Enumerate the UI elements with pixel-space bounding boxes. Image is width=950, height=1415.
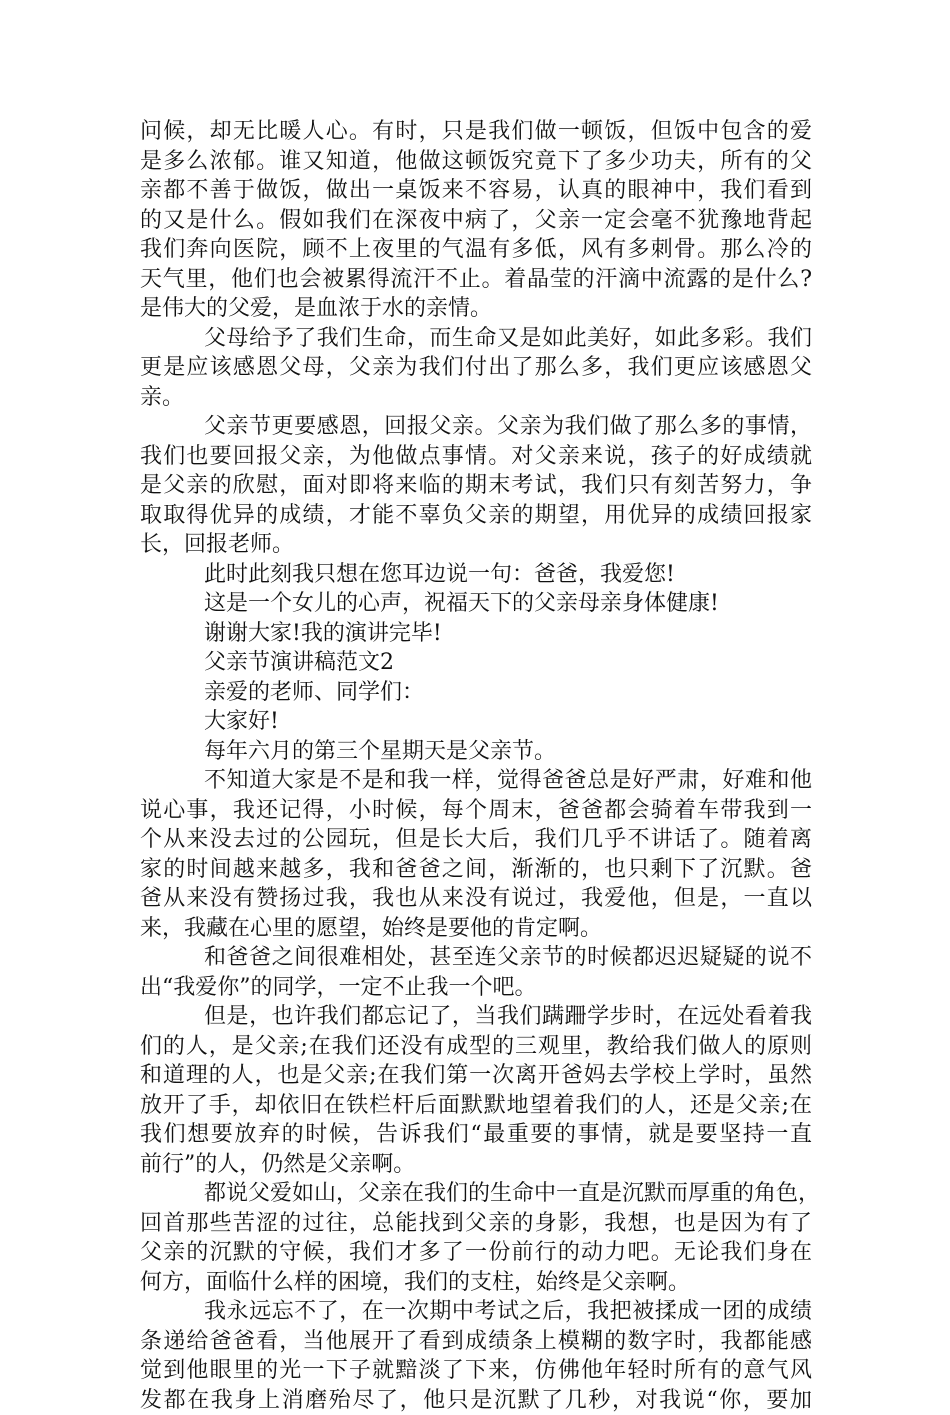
text-line: 我永远忘不了，在一次期中考试之后，我把被揉成一团的成绩 [140, 1297, 812, 1327]
text-line: 我们想要放弃的时候，告诉我们“最重要的事情，就是要坚持一直 [140, 1120, 812, 1150]
text-line: 不知道大家是不是和我一样，觉得爸爸总是好严肃，好难和他 [140, 766, 812, 796]
text-line: 个从来没去过的公园玩，但是长大后，我们几乎不讲话了。随着离 [140, 825, 812, 855]
text-line: 问候，却无比暖人心。有时，只是我们做一顿饭，但饭中包含的爱 [140, 117, 812, 147]
body-text [140, 117, 812, 1415]
text-line: 爸从来没有赞扬过我，我也从来没有说过，我爱他，但是，一直以 [140, 884, 812, 914]
text-line: 何方，面临什么样的困境，我们的支柱，始终是父亲啊。 [140, 1268, 812, 1298]
text-line: 亲爱的老师、同学们： [140, 678, 812, 708]
text-line: 说心事，我还记得，小时候，每个周末，爸爸都会骑着车带我到一 [140, 796, 812, 826]
text-line: 觉到他眼里的光一下子就黯淡了下来，仿佛他年轻时所有的意气风 [140, 1356, 812, 1386]
text-line: 是多么浓郁。谁又知道，他做这顿饭究竟下了多少功夫，所有的父 [140, 147, 812, 177]
text-line: 出“我爱你”的同学，一定不止我一个吧。 [140, 973, 812, 1003]
text-line: 父亲节更要感恩，回报父亲。父亲为我们做了那么多的事情， [140, 412, 812, 442]
text-line: 父亲的沉默的守候，我们才多了一份前行的动力吧。无论我们身在 [140, 1238, 812, 1268]
text-line: 都说父爱如山，父亲在我们的生命中一直是沉默而厚重的角色， [140, 1179, 812, 1209]
text-line: 前行”的人，仍然是父亲啊。 [140, 1150, 812, 1180]
text-line: 谢谢大家!我的演讲完毕! [140, 619, 812, 649]
text-line: 我们奔向医院，顾不上夜里的气温有多低，风有多刺骨。那么冷的 [140, 235, 812, 265]
text-line: 但是，也许我们都忘记了，当我们蹒跚学步时，在远处看着我 [140, 1002, 812, 1032]
text-line: 我们也要回报父亲，为他做点事情。对父亲来说，孩子的好成绩就 [140, 442, 812, 472]
text-line: 大家好! [140, 707, 812, 737]
text-line: 放开了手，却依旧在铁栏杆后面默默地望着我们的人，还是父亲;在 [140, 1091, 812, 1121]
text-line: 亲都不善于做饭，做出一桌饭来不容易，认真的眼神中，我们看到 [140, 176, 812, 206]
text-line: 们的人，是父亲;在我们还没有成型的三观里，教给我们做人的原则 [140, 1032, 812, 1062]
text-line: 此时此刻我只想在您耳边说一句：爸爸，我爱您! [140, 560, 812, 590]
text-line: 长，回报老师。 [140, 530, 812, 560]
text-line: 这是一个女儿的心声，祝福天下的父亲母亲身体健康! [140, 589, 812, 619]
text-line: 亲。 [140, 383, 812, 413]
text-line: 和道理的人，也是父亲;在我们第一次离开爸妈去学校上学时，虽然 [140, 1061, 812, 1091]
text-line: 家的时间越来越多，我和爸爸之间，渐渐的，也只剩下了沉默。爸 [140, 855, 812, 885]
text-line: 父母给予了我们生命，而生命又是如此美好，如此多彩。我们 [140, 324, 812, 354]
text-line: 天气里，他们也会被累得流汗不止。着晶莹的汗滴中流露的是什么? [140, 265, 812, 295]
text-line: 的又是什么。假如我们在深夜中病了，父亲一定会毫不犹豫地背起 [140, 206, 812, 236]
text-line: 发都在我身上消磨殆尽了，他只是沉默了几秒，对我说“你，要加 [140, 1386, 812, 1415]
text-line: 是父亲的欣慰，面对即将来临的期末考试，我们只有刻苦努力，争 [140, 471, 812, 501]
text-line: 取取得优异的成绩，才能不辜负父亲的期望，用优异的成绩回报家 [140, 501, 812, 531]
text-line: 回首那些苦涩的过往，总能找到父亲的身影，我想，也是因为有了 [140, 1209, 812, 1239]
text-line: 父亲节演讲稿范文2 [140, 648, 812, 678]
text-line: 每年六月的第三个星期天是父亲节。 [140, 737, 812, 767]
text-line: 是伟大的父爱，是血浓于水的亲情。 [140, 294, 812, 324]
text-line: 和爸爸之间很难相处，甚至连父亲节的时候都迟迟疑疑的说不 [140, 943, 812, 973]
text-line: 更是应该感恩父母，父亲为我们付出了那么多，我们更应该感恩父 [140, 353, 812, 383]
text-line: 条递给爸爸看，当他展开了看到成绩条上模糊的数字时，我都能感 [140, 1327, 812, 1357]
text-line: 来，我藏在心里的愿望，始终是要他的肯定啊。 [140, 914, 812, 944]
